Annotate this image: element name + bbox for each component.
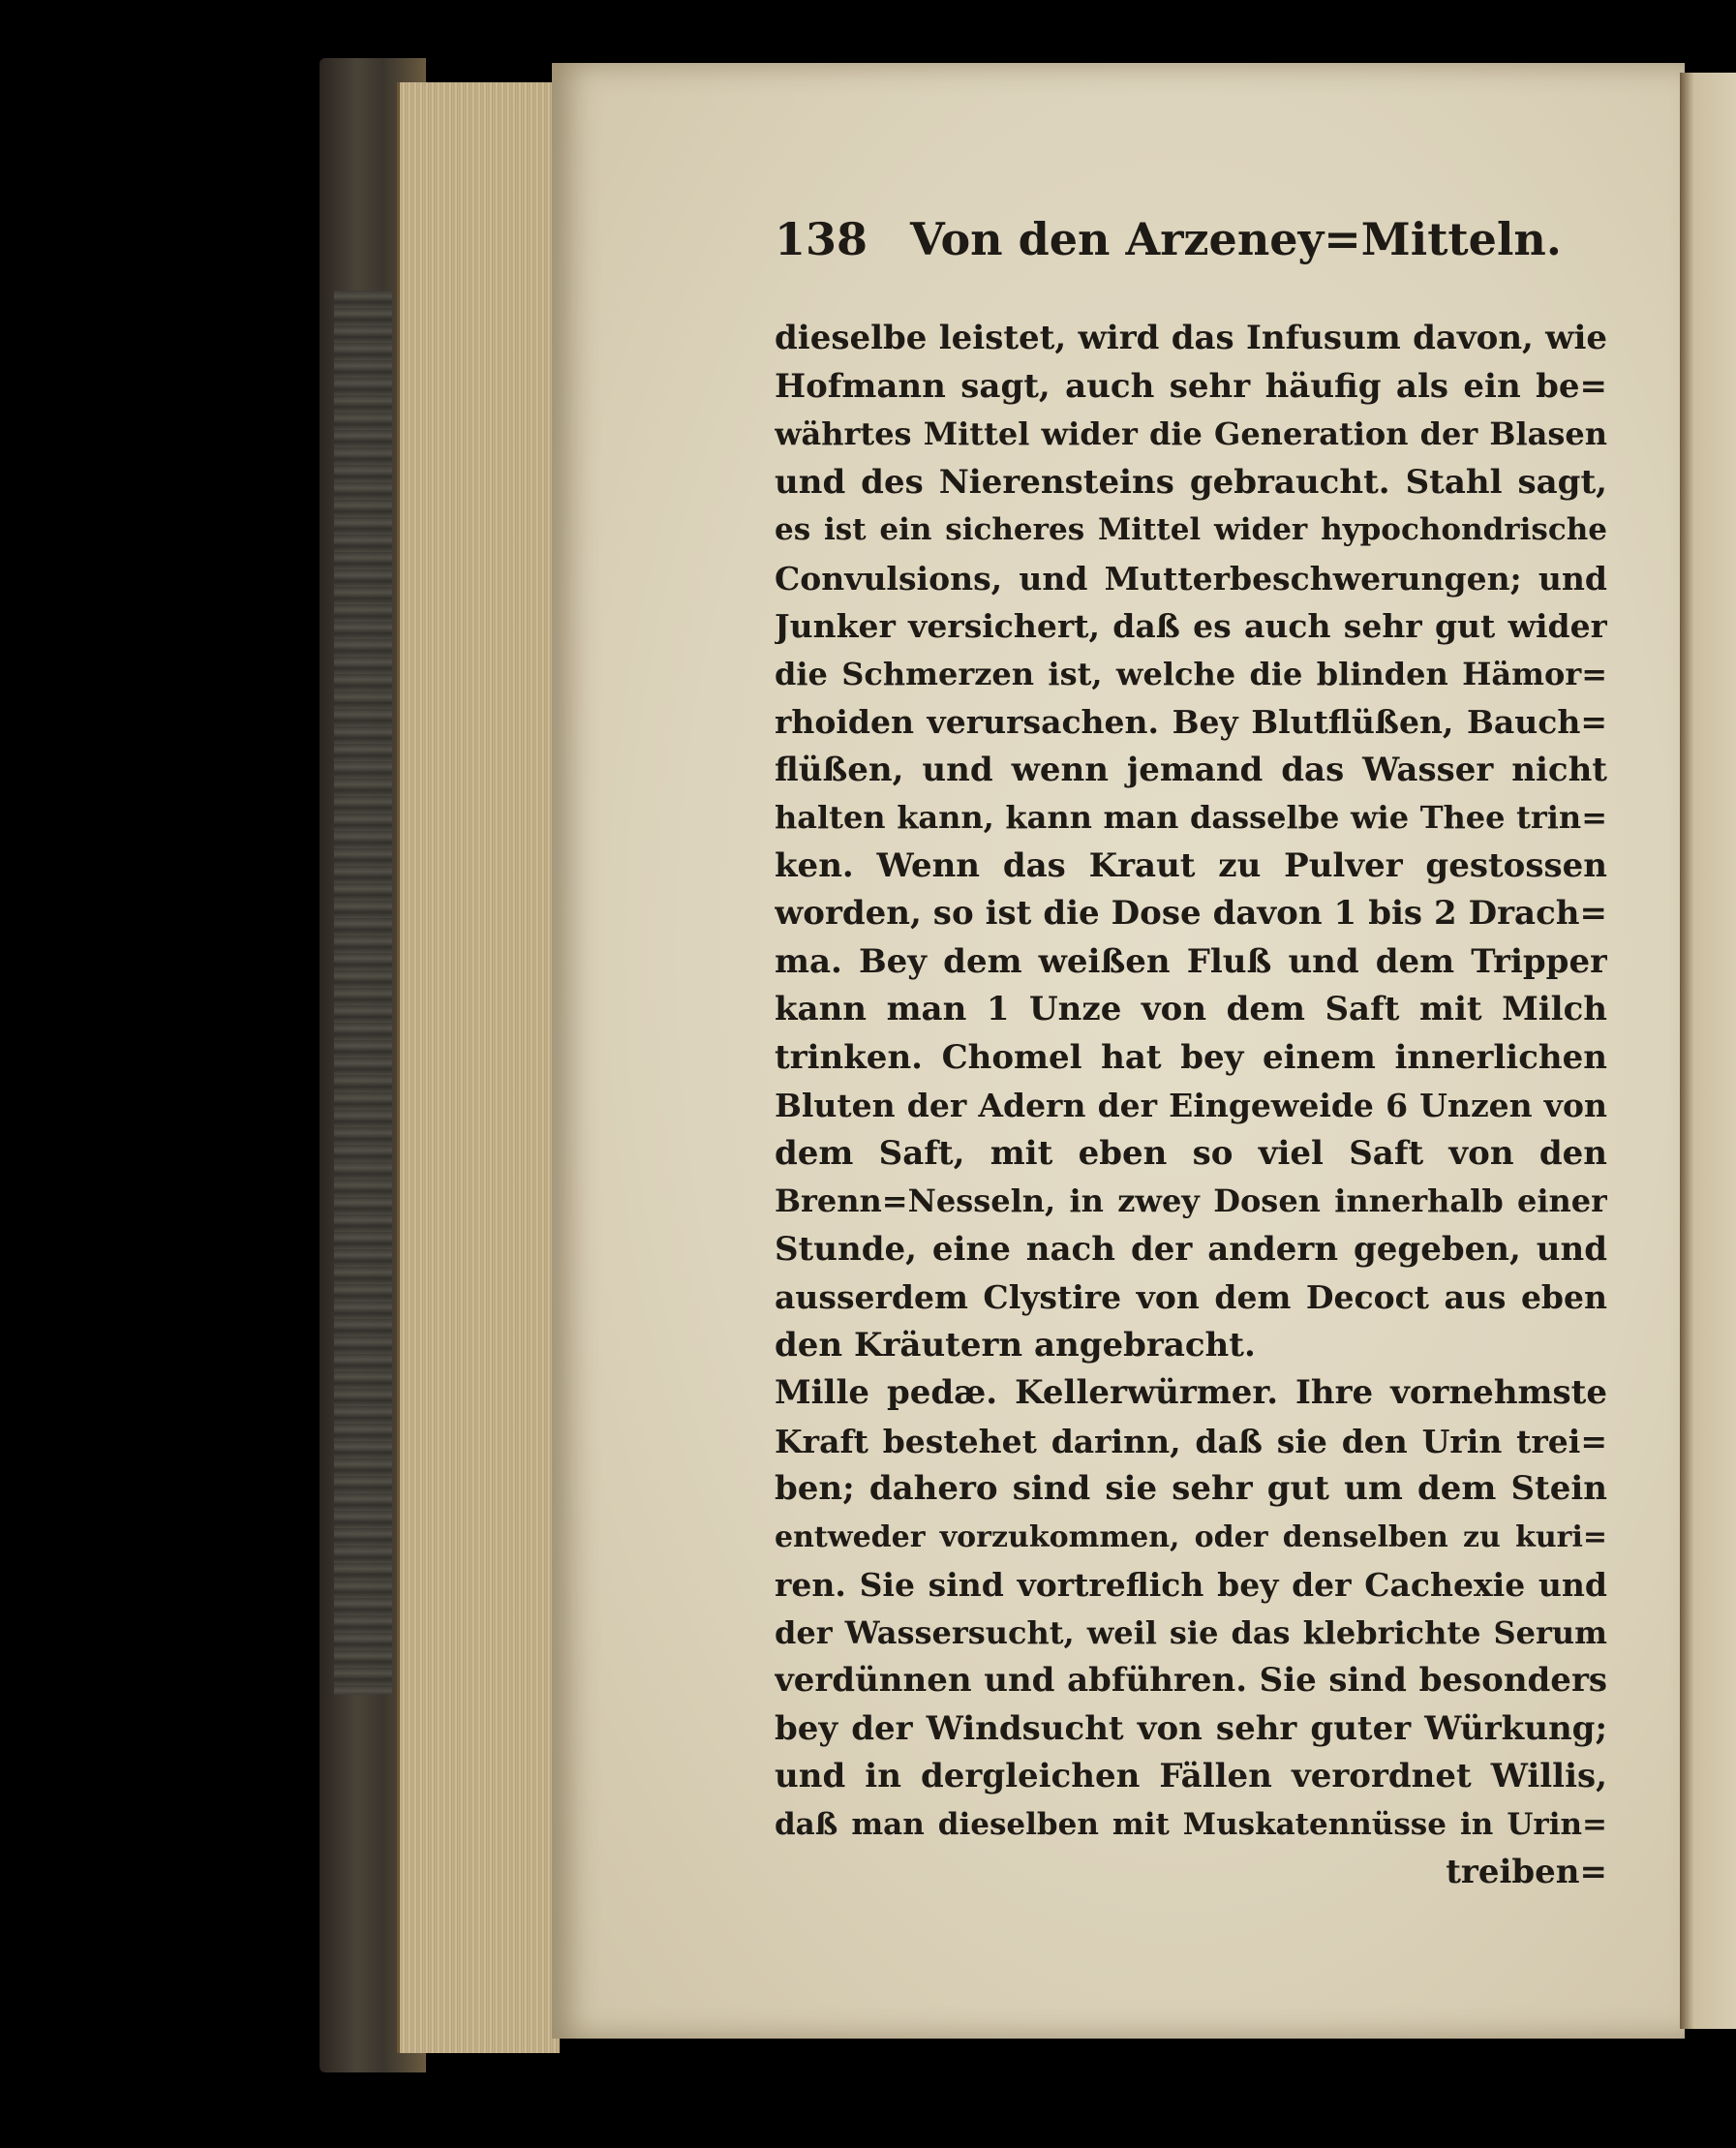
- text-line: es ist ein sicheres Mittel wider hypochondrische: [775, 512, 1607, 547]
- text-line: daß man dieselben mit Muskatennüsse in Urin=: [775, 1806, 1607, 1842]
- text-line: ben; dahero sind sie sehr gut um dem Stein: [775, 1469, 1607, 1508]
- text-line: dem Saft, mit eben so viel Saft von den: [775, 1133, 1607, 1173]
- text-line: Bluten der Adern der Eingeweide 6 Unzen von: [775, 1087, 1607, 1124]
- text-line: Junker versichert, daß es auch sehr gut wider: [775, 607, 1607, 645]
- text-line: halten kann, kann man dasselbe wie Thee trin=: [775, 799, 1607, 836]
- text-line: ma. Bey dem weißen Fluß und dem Tripper: [775, 941, 1607, 981]
- text-line: Hofmann sagt, auch sehr häufig als ein be=: [775, 366, 1607, 406]
- running-head: [775, 213, 1607, 281]
- text-line: Convulsions, und Mutterbeschwerungen; und: [775, 559, 1607, 598]
- text-line: die Schmerzen ist, welche die blinden Hämor=: [775, 655, 1607, 692]
- text-line: ren. Sie sind vortreflich bey der Cachexie und: [775, 1566, 1607, 1604]
- text-line: währtes Mittel wider die Generation der Blasen: [775, 415, 1607, 452]
- running-head-title: Von den Arzeney=Mitteln.: [910, 213, 1562, 265]
- text-line: und des Nierensteins gebraucht. Stahl sagt,: [775, 462, 1607, 502]
- text-line: trinken. Chomel hat bey einem innerlichen: [775, 1037, 1607, 1077]
- text-line: entweder vorzukommen, oder denselben zu kuri=: [775, 1519, 1607, 1554]
- text-line: verdünnen und abführen. Sie sind besonders: [775, 1661, 1607, 1700]
- text-line: Brenn=Nesseln, in zwey Dosen innerhalb einer: [775, 1182, 1607, 1219]
- text-line: worden, so ist die Dose davon 1 bis 2 Drach=: [775, 894, 1607, 933]
- text-line: der Wassersucht, weil sie das klebrichte Serum: [775, 1613, 1607, 1651]
- text-line: kann man 1 Unze von dem Saft mit Milch: [775, 990, 1607, 1028]
- page-block-edges: [397, 82, 560, 2053]
- text-line: Mille pedæ. Kellerwürmer. Ihre vornehmste: [775, 1373, 1607, 1412]
- cover-binding-texture: [334, 291, 392, 1695]
- text-line: dieselbe leistet, wird das Infusum davon, wie: [775, 319, 1607, 357]
- text-line: rhoiden verursachen. Bey Blutflüßen, Bauch=: [775, 703, 1607, 741]
- text-line: ausserdem Clystire von dem Decoct aus eben: [775, 1278, 1607, 1316]
- text-line: und in dergleichen Fällen verordnet Willis,: [775, 1757, 1607, 1795]
- text-line: den Kräutern angebracht.: [775, 1325, 1256, 1365]
- text-line: Kraft bestehet darinn, daß sie den Urin trei=: [775, 1422, 1607, 1460]
- facing-page-edge: [1680, 73, 1736, 2029]
- body-text: [775, 315, 1607, 1897]
- text-line: flüßen, und wenn jemand das Wasser nicht: [775, 750, 1607, 789]
- page-number: 138: [775, 213, 868, 265]
- text-line: bey der Windsucht von sehr guter Würkung;: [775, 1708, 1607, 1748]
- text-line: Stunde, eine nach der andern gegeben, und: [775, 1229, 1607, 1269]
- catchword: treiben=: [1446, 1853, 1607, 1891]
- text-line: ken. Wenn das Kraut zu Pulver gestossen: [775, 845, 1607, 885]
